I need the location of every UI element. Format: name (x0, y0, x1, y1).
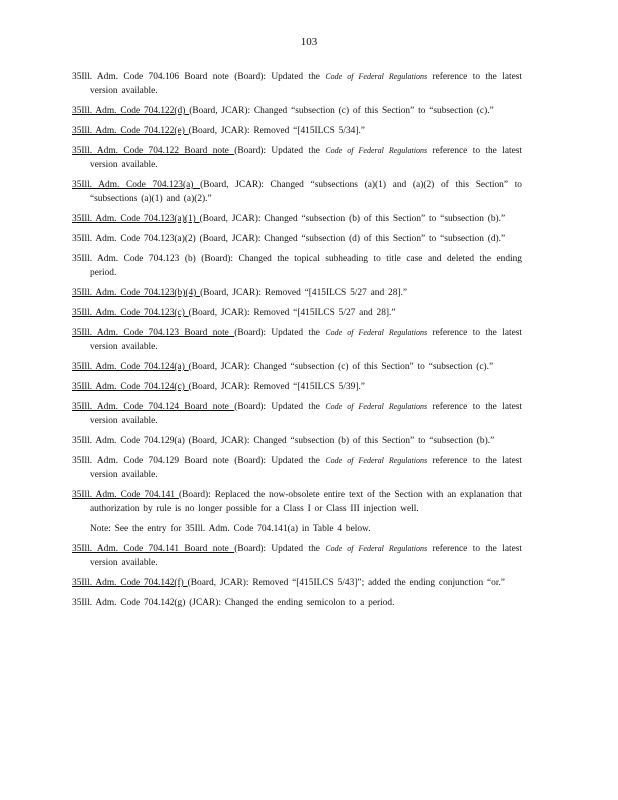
cfr-reference-text: Code of Federal Regulations (325, 328, 428, 337)
citation-text: 35Ill. Adm. Code 704.123(b)(4) (72, 288, 201, 298)
entry-text: 35Ill. Adm. Code 704.123 (b) (Board): Changed the topical subheading to title case and deleted the ending period. (72, 254, 522, 278)
entry-text: reference to the latest version available. (90, 146, 522, 170)
entry-text: reference to the latest version available. (90, 544, 522, 568)
page-number: 103 (300, 36, 318, 48)
entry-text: (Board, JCAR): Changed “subsection (c) of this Section” to “subsection (c).” (188, 362, 494, 372)
amendment-entry (72, 596, 522, 610)
citation-text: 35Ill. Adm. Code 704.141 Board note (72, 544, 235, 554)
entry-text: 35Ill. Adm. Code 704.142(g) (JCAR): Changed the ending semicolon to a period. (72, 598, 395, 608)
entry-text: (Board, JCAR): Changed “subsections (a)(1) and (a)(2) of this Section” to “subsections (a)(1) and (a)(2).” (90, 180, 522, 204)
amendment-entry (72, 232, 522, 246)
citation-text: 35Ill. Adm. Code 704.123(a)(1) (72, 214, 200, 224)
entry-text: (Board, JCAR): Changed “subsection (b) of this Section” to “subsection (b).” (199, 214, 506, 224)
citation-text: 35Ill. Adm. Code 704.124 Board note (72, 402, 235, 412)
amendment-entry (72, 70, 522, 98)
amendment-entry (72, 454, 522, 482)
amendment-entry (72, 212, 522, 226)
entry-text: (Board, JCAR): Removed “[415ILCS 5/39].” (188, 382, 365, 392)
entry-text: (Board, JCAR): Removed “[415ILCS 5/27 and 28].” (188, 308, 396, 318)
amendment-entry (72, 252, 522, 280)
entry-text: 35Ill. Adm. Code 704.129(a) (Board, JCAR): Changed “subsection (b) of this Section” to “subsection (b).” (72, 436, 495, 446)
entry-text: reference to the latest version available. (90, 402, 522, 426)
citation-text: 35Ill. Adm. Code 704.142(f) (72, 578, 188, 588)
cfr-reference-text: Code of Federal Regulations (325, 456, 428, 465)
amendment-entry (72, 542, 522, 570)
amendment-entry (72, 576, 522, 590)
citation-text: 35Ill. Adm. Code 704.122 Board note (72, 146, 235, 156)
amendment-entry (72, 434, 522, 448)
entry-text: (Board): Updated the (234, 544, 326, 554)
amendment-entry (72, 380, 522, 394)
entry-text: 35Ill. Adm. Code 704.123(a)(2) (Board, JCAR): Changed “subsection (d) of this Section” to “subsection (d).” (72, 234, 506, 244)
amendment-entry (72, 326, 522, 354)
entry-text: (Board, JCAR): Removed “[415ILCS 5/34].” (188, 126, 365, 136)
entry-text: (Board, JCAR): Changed “subsection (c) of this Section” to “subsection (c).” (189, 106, 494, 116)
entry-text: reference to the latest version available. (90, 456, 522, 480)
entry-text: Note: See the entry for 35Ill. Adm. Code 704.141(a) in Table 4 below. (90, 524, 371, 534)
citation-text: 35Ill. Adm. Code 704.124(c) (72, 382, 189, 392)
entry-text: reference to the latest version available. (90, 72, 522, 96)
cfr-reference-text: Code of Federal Regulations (325, 146, 428, 155)
citation-text: 35Ill. Adm. Code 704.123(c) (72, 308, 189, 318)
entry-text: (Board, JCAR): Removed “[415ILCS 5/43]”; added the ending conjunction “or.” (187, 578, 505, 588)
amendment-entry (72, 488, 522, 516)
amendment-entry (72, 178, 522, 206)
citation-text: 35Ill. Adm. Code 704.122(e) (72, 126, 189, 136)
entry-text: reference to the latest version available. (90, 328, 522, 352)
amendment-entry (72, 286, 522, 300)
amendment-entry (72, 360, 522, 374)
amendment-entry (72, 104, 522, 118)
cfr-reference-text: Code of Federal Regulations (325, 72, 428, 81)
amendment-entry (72, 306, 522, 320)
amendment-entry (72, 124, 522, 138)
entry-text: (Board): Replaced the now-obsolete entire text of the Section with an explanation that authorization by rule is no longer possible for a Class I or Class III injection well. (90, 490, 522, 514)
citation-text: 35Ill. Adm. Code 704.123(a) (72, 180, 201, 190)
entry-text: (Board): Updated the (234, 328, 326, 338)
amendment-entry (72, 144, 522, 172)
entries-list (72, 70, 522, 616)
amendment-entry (72, 400, 522, 428)
note-entry (72, 522, 522, 536)
citation-text: 35Ill. Adm. Code 704.123 Board note (72, 328, 235, 338)
entry-text: (Board): Updated the (234, 402, 326, 412)
cfr-reference-text: Code of Federal Regulations (325, 402, 428, 411)
entry-text: 35Ill. Adm. Code 704.106 Board note (Board): Updated the (72, 72, 326, 82)
entry-text: (Board): Updated the (234, 146, 326, 156)
cfr-reference-text: Code of Federal Regulations (325, 544, 428, 553)
citation-text: 35Ill. Adm. Code 704.124(a) (72, 362, 189, 372)
entry-text: (Board, JCAR): Removed “[415ILCS 5/27 and 28].” (200, 288, 408, 298)
citation-text: 35Ill. Adm. Code 704.122(d) (72, 106, 190, 116)
entry-text: 35Ill. Adm. Code 704.129 Board note (Board): Updated the (72, 456, 326, 466)
citation-text: 35Ill. Adm. Code 704.141 (72, 490, 179, 500)
